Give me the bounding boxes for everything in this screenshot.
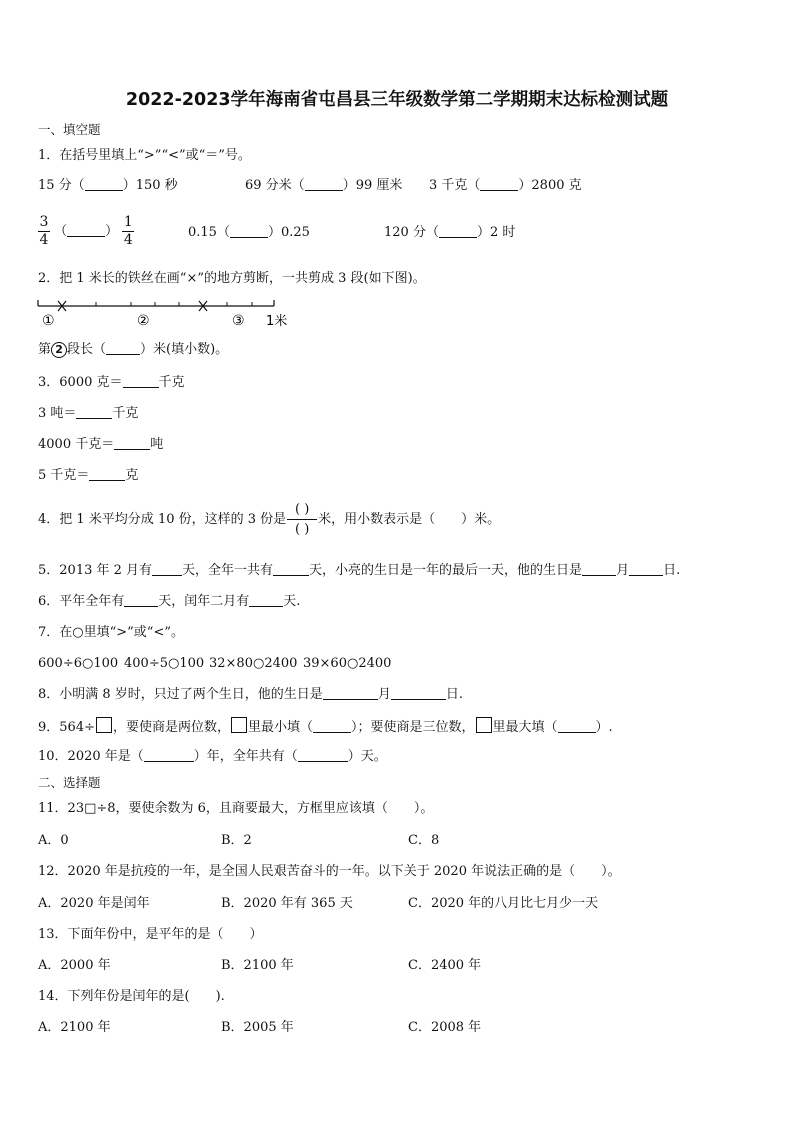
- q1-item-f: 120 分（ ）2 时: [384, 225, 516, 240]
- answer-blank[interactable]: [230, 224, 268, 238]
- q7-item-d: 39×60○2400: [303, 656, 392, 671]
- segment-1-label: ①: [42, 313, 55, 329]
- option-b[interactable]: B．2005 年: [221, 1020, 294, 1035]
- question-10: 10．2020 年是（ ）年，全年共有（ ）天。: [38, 749, 387, 764]
- answer-blank[interactable]: [439, 224, 477, 238]
- question-3-line-1: 3．6000 克＝ 千克: [38, 375, 185, 390]
- q7-item-b: 400÷5○100: [124, 656, 205, 671]
- option-a[interactable]: A．0: [38, 833, 69, 848]
- q1-item-e: 0.15（ ）0.25: [188, 225, 310, 240]
- segment-2-label: ②: [137, 313, 150, 329]
- fraction-1-4: $\frac{1}{4}$: [123, 214, 133, 248]
- wire-diagram: [34, 296, 304, 330]
- option-a[interactable]: A．2020 年是闰年: [38, 896, 150, 911]
- question-3-line-4: 5 千克＝ 克: [38, 468, 139, 483]
- question-2: 2．把 1 米长的铁丝在画“×”的地方剪断，一共剪成 3 段(如下图)。: [38, 271, 426, 286]
- q1-item-a: 15 分（ ）150 秒: [38, 178, 178, 193]
- q7-item-c: 32×80○2400: [209, 656, 298, 671]
- answer-blank[interactable]: [67, 223, 105, 237]
- q1-item-b: 69 分米（ ）99 厘米: [245, 178, 403, 193]
- question-3-line-3: 4000 千克＝ 吨: [38, 437, 164, 452]
- answer-blank[interactable]: [249, 593, 283, 607]
- answer-blank[interactable]: [85, 177, 123, 191]
- question-6: 6．平年全年有 天，闰年二月有 天.: [38, 594, 301, 609]
- question-9: 9．564÷ ，要使商是两位数， 里最小填（ ）；要使商是三位数， 里最大填（ ）.: [38, 717, 613, 737]
- segment-3-label: ③: [232, 313, 245, 329]
- option-b[interactable]: B．2100 年: [221, 958, 294, 973]
- q7-item-a: 600÷6○100: [38, 656, 119, 671]
- question-5: 5．2013 年 2 月有 天，全年一共有 天，小亮的生日是一年的最后一天，他的生日是 月 日.: [38, 563, 681, 578]
- answer-blank[interactable]: [114, 436, 150, 450]
- section-choice-heading: 二、选择题: [38, 775, 101, 790]
- option-a[interactable]: A．2000 年: [38, 958, 111, 973]
- option-c[interactable]: C．2400 年: [408, 958, 482, 973]
- q1-item-d: $\frac{3}{4}$ （ ） $\frac{1}{4}$: [39, 214, 133, 248]
- question-12: 12．2020 年是抗疫的一年，是全国人民艰苦奋斗的一年。以下关于 2020 年说法正确的是（ ）。: [38, 864, 621, 879]
- square-blank[interactable]: [96, 717, 112, 733]
- square-blank[interactable]: [231, 717, 247, 733]
- square-blank[interactable]: [476, 717, 492, 733]
- option-b[interactable]: B．2: [221, 833, 252, 848]
- answer-blank[interactable]: [313, 719, 351, 733]
- question-1: 1．在括号里填上“>”“<”或“＝”号。: [38, 148, 251, 163]
- answer-blank[interactable]: [124, 593, 158, 607]
- answer-blank[interactable]: [152, 562, 182, 576]
- question-7: 7．在○里填“>”或“<”。: [38, 625, 184, 640]
- option-c[interactable]: C．8: [408, 833, 440, 848]
- option-c[interactable]: C．2020 年的八月比七月少一天: [408, 896, 599, 911]
- answer-blank[interactable]: [582, 562, 616, 576]
- answer-blank[interactable]: [480, 177, 518, 191]
- fraction-3-4: $\frac{3}{4}$: [39, 214, 49, 248]
- question-13: 13．下面年份中，是平年的是（ ）: [38, 927, 263, 942]
- answer-blank[interactable]: [305, 177, 343, 191]
- answer-blank[interactable]: [391, 686, 446, 700]
- question-3-line-2: 3 吨＝ 千克: [38, 406, 139, 421]
- answer-blank[interactable]: [123, 374, 159, 388]
- answer-blank[interactable]: [323, 686, 378, 700]
- q1-item-c: 3 千克（ ）2800 克: [429, 178, 582, 193]
- circled-2: 2: [51, 342, 67, 358]
- answer-blank[interactable]: [629, 562, 663, 576]
- question-4: 4．把 1 米平均分成 10 份，这样的 3 份是 ( ) ( ) 米，用小数表示是（ ）米。: [38, 502, 501, 537]
- answer-blank[interactable]: [106, 341, 140, 355]
- answer-blank[interactable]: [89, 467, 125, 481]
- option-c[interactable]: C．2008 年: [408, 1020, 482, 1035]
- section-fill-blank-heading: 一、填空题: [38, 122, 101, 137]
- answer-blank[interactable]: [298, 748, 348, 762]
- answer-blank[interactable]: [558, 719, 596, 733]
- one-meter-label: 1米: [266, 314, 288, 329]
- question-14: 14．下列年份是闰年的是( ).: [38, 989, 225, 1004]
- fraction-blank[interactable]: ( ) ( ): [287, 501, 317, 538]
- question-11: 11．23□÷8，要使余数为 6，且商要最大，方框里应该填（ ）。: [38, 801, 434, 816]
- option-b[interactable]: B．2020 年有 365 天: [221, 896, 353, 911]
- page-title: 2022-2023学年海南省屯昌县三年级数学第二学期期末达标检测试题: [125, 90, 669, 110]
- answer-blank[interactable]: [144, 748, 194, 762]
- option-a[interactable]: A．2100 年: [38, 1020, 111, 1035]
- answer-blank[interactable]: [273, 562, 309, 576]
- question-2-answer: 第 2 段长（ ）米(填小数)。: [38, 342, 229, 357]
- answer-blank[interactable]: [76, 405, 112, 419]
- question-8: 8．小明满 8 岁时，只过了两个生日，他的生日是 月 日.: [38, 687, 463, 702]
